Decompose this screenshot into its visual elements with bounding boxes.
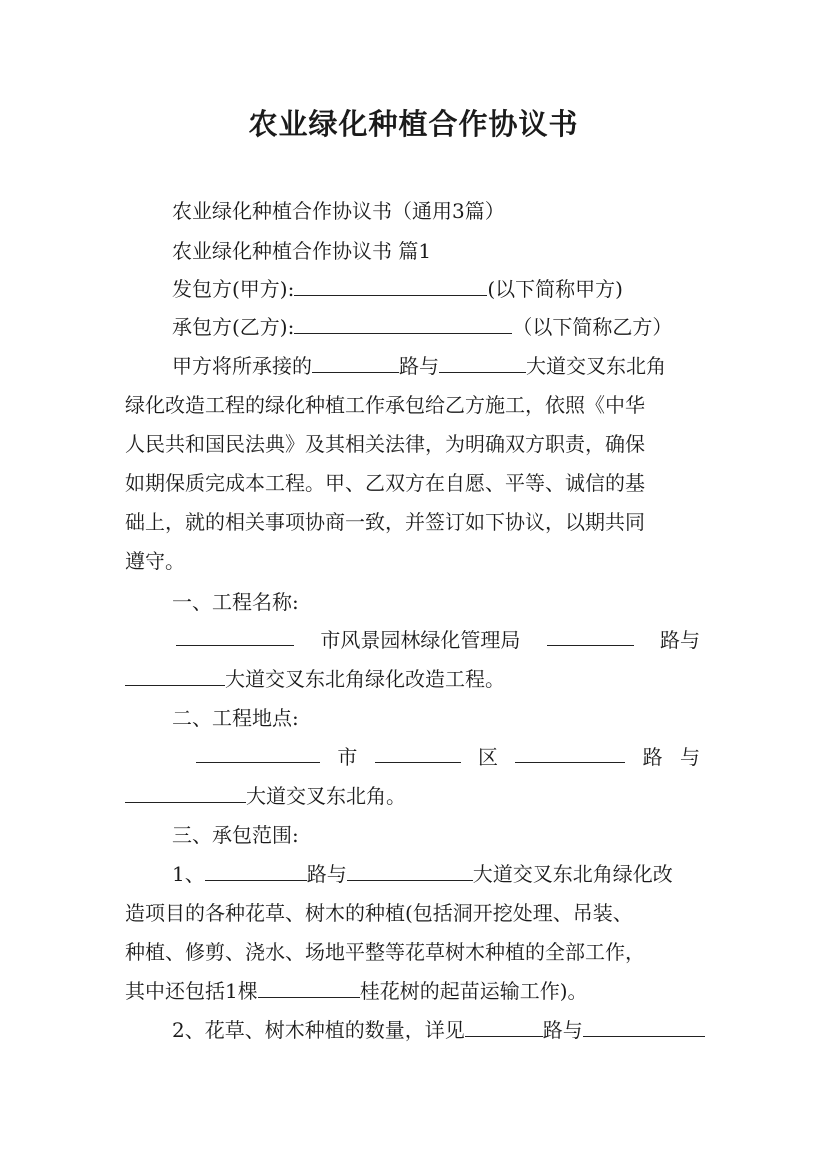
project-name-line xyxy=(125,662,505,696)
blank-field xyxy=(547,623,634,646)
text-segment: 市 xyxy=(337,745,358,769)
party-b-line xyxy=(172,310,672,344)
location-line xyxy=(196,740,700,774)
paragraph-line xyxy=(172,1013,705,1047)
party-a-line xyxy=(172,272,623,306)
location-line xyxy=(125,779,406,813)
blank-field xyxy=(375,740,461,763)
clause-heading: 三、承包范围: xyxy=(172,823,299,847)
blank-field xyxy=(312,350,399,373)
text-segment: 桂花树的起苗运输工作)。 xyxy=(359,979,588,1003)
text-segment: 甲方将所承接的 xyxy=(172,354,312,378)
blank-field xyxy=(515,740,625,763)
subtitle-line: 农业绿化种植合作协议书（通用3篇） xyxy=(172,199,505,223)
blank-field xyxy=(176,623,294,646)
text-segment: 区 xyxy=(477,745,498,769)
text-segment: 路与 xyxy=(306,862,347,886)
paragraph-line xyxy=(172,349,666,383)
clause-heading: 一、工程名称: xyxy=(172,590,299,614)
blank-field xyxy=(583,1014,705,1037)
text-segment: 路与 xyxy=(399,354,439,378)
paragraph-line: 如期保质完成本工程。甲、乙双方在自愿、平等、诚信的基 xyxy=(125,471,645,495)
blank-field xyxy=(125,663,225,686)
blank-field xyxy=(294,273,487,296)
text-segment: 路 xyxy=(642,745,663,769)
text-segment: 路与 xyxy=(542,1018,583,1042)
blank-field xyxy=(439,350,526,373)
text-segment: 大道交叉东北角绿化改造工程。 xyxy=(225,667,505,691)
blank-field xyxy=(205,858,307,881)
text-segment: 其中还包括1棵 xyxy=(125,979,258,1003)
text-segment: 大道交叉东北角 xyxy=(526,354,666,378)
paragraph-line: 础上，就的相关事项协商一致，并签订如下协议，以期共同 xyxy=(125,510,645,534)
paragraph-line: 人民共和国民法典》及其相关法律，为明确双方职责，确保 xyxy=(125,432,645,456)
clause-heading: 二、工程地点: xyxy=(172,706,299,730)
text-segment: 路与 xyxy=(659,628,700,652)
blank-field xyxy=(465,1014,543,1037)
party-b-suffix: （以下简称乙方） xyxy=(512,315,673,339)
scope-line xyxy=(172,857,673,891)
party-b-label: 承包方(乙方): xyxy=(172,315,295,339)
blank-field xyxy=(258,975,360,998)
document-title: 农业绿化种植合作协议书 xyxy=(248,107,579,141)
blank-field xyxy=(125,780,246,803)
party-a-label: 发包方(甲方): xyxy=(172,277,295,301)
party-a-suffix: (以下简称甲方) xyxy=(487,277,623,301)
paragraph-line xyxy=(125,974,588,1008)
text-segment: 市风景园林绿化管理局 xyxy=(320,628,521,652)
paragraph-line: 遵守。 xyxy=(125,549,185,573)
text-segment: 2、花草、树木种植的数量，详见 xyxy=(172,1018,465,1042)
blank-field xyxy=(347,858,473,881)
paragraph-line: 绿化改造工程的绿化种植工作承包给乙方施工，依照《中华 xyxy=(125,393,645,417)
paragraph-line: 种植、修剪、浇水、场地平整等花草树木种植的全部工作， xyxy=(125,940,645,964)
blank-field xyxy=(196,740,320,763)
project-name-line xyxy=(176,623,700,657)
text-segment: 大道交叉东北角。 xyxy=(246,784,406,808)
text-segment: 1、 xyxy=(172,862,205,886)
paragraph-line: 造项目的各种花草、树木的种植(包括洞开挖处理、吊装、 xyxy=(125,901,633,925)
text-segment: 与 xyxy=(679,745,700,769)
blank-field xyxy=(294,311,512,334)
section-heading: 农业绿化种植合作协议书 篇1 xyxy=(172,239,432,263)
text-segment: 大道交叉东北角绿化改 xyxy=(472,862,673,886)
